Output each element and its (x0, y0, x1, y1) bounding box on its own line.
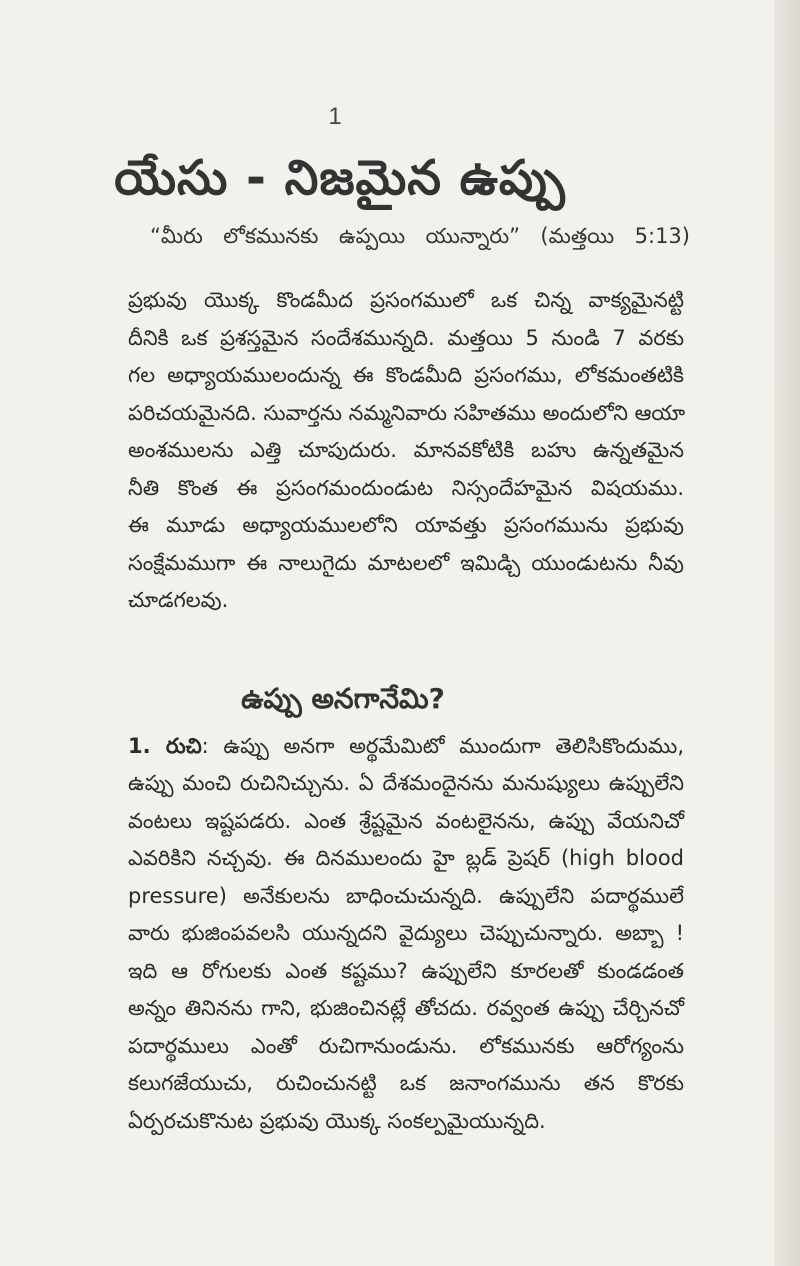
point-label: 1. రుచి (128, 734, 202, 758)
paragraph-line: కలుగజేయుచు, రుచించునట్టి ఒక జనాంగమును తన కొరకు (128, 1071, 684, 1095)
paragraph-line: ప్రభువు యొక్క కొండమీద ప్రసంగములో ఒక చిన్న వాక్యమైనట్టి (128, 288, 684, 312)
paragraph-line: ఇది ఆ రోగులకు ఎంత కష్టము? ఉప్పులేని కూరలతో కుండడంత (128, 958, 684, 983)
paragraph-line: ఈ మూడు అధ్యాయములలోని యావత్తు ప్రసంగమును ప్రభువు (128, 513, 684, 537)
paragraph-line: ఏర్పరచుకొనుట ప్రభువు యొక్క సంకల్పమైయున్నది. (128, 1108, 546, 1133)
paragraph-line: పదార్థములు ఎంతో రుచిగానుండును. లోకమునకు ఆరోగ్యంను (128, 1033, 684, 1058)
paragraph-line: చూడగలవు. (128, 588, 229, 612)
paragraph-line (128, 731, 684, 761)
chapter-title: యేసు - నిజమైన ఉప్పు (114, 150, 566, 206)
verse-quote: “మీరు లోకమునకు ఉప్పయి యున్నారు” (మత్తయి 5:13) (150, 224, 690, 248)
paragraph-line: అంశములను ఎత్తి చూపుదురు. మానవకోటికి బహు ఉన్నతమైన (128, 438, 684, 462)
paragraph-text: : ఉప్పు అనగా అర్థమేమిటో ముందుగా తెలిసికొందుము, (201, 734, 684, 758)
paragraph-line: సంక్షేమముగా ఈ నాలుగైదు మాటలలో ఇమిడ్చి యుండుటను నీవు (128, 550, 684, 575)
page-edge-shadow (774, 0, 800, 1266)
paragraph-line: ఎవరికిని నచ్చవు. ఈ దినములందు హై బ్లడ్ ప్రెషర్ (high blood (128, 846, 684, 870)
paragraph-line: వంటలు ఇష్టపడరు. ఎంత శ్రేష్టమైన వంటలైనను, ఉప్పు వేయనిచో (128, 808, 684, 833)
paragraph-line: pressure) అనేకులను బాధించుచున్నది. ఉప్పులేని పదార్థములే (128, 883, 684, 908)
paragraph-line: ఉప్పు మంచి రుచినిచ్చును. ఏ దేశమందైనను మనుష్యులు ఉప్పులేని (128, 771, 684, 795)
subheading: ఉప్పు అనగానేమి? (241, 682, 445, 715)
paragraph-line: వారు భుజింపవలసి యున్నదని వైద్యులు చెప్పుచున్నారు. అబ్బా ! (128, 921, 684, 945)
paragraph-line: అన్నం తినినను గాని, భుజించినట్లే తోచదు. రవ్వంత ఉప్పు చేర్చినచో (128, 996, 684, 1020)
paragraph-line: పరిచయమైనది. సువార్తను నమ్మనివారు సహితము అందులోని ఆయా (128, 400, 686, 425)
paragraph-line: గల అధ్యాయములందున్న ఈ కొండమీది ప్రసంగము, లోకమంతటికి (128, 363, 684, 387)
page-number: 1 (328, 103, 342, 130)
paragraph-line: నీతి కొంత ఈ ప్రసంగమందుండుట నిస్సందేహమైన విషయము. (128, 475, 684, 500)
paragraph-line: దీనికి ఒక ప్రశస్తమైన సందేశమున్నది. మత్తయి 5 నుండి 7 వరకు (128, 325, 684, 350)
